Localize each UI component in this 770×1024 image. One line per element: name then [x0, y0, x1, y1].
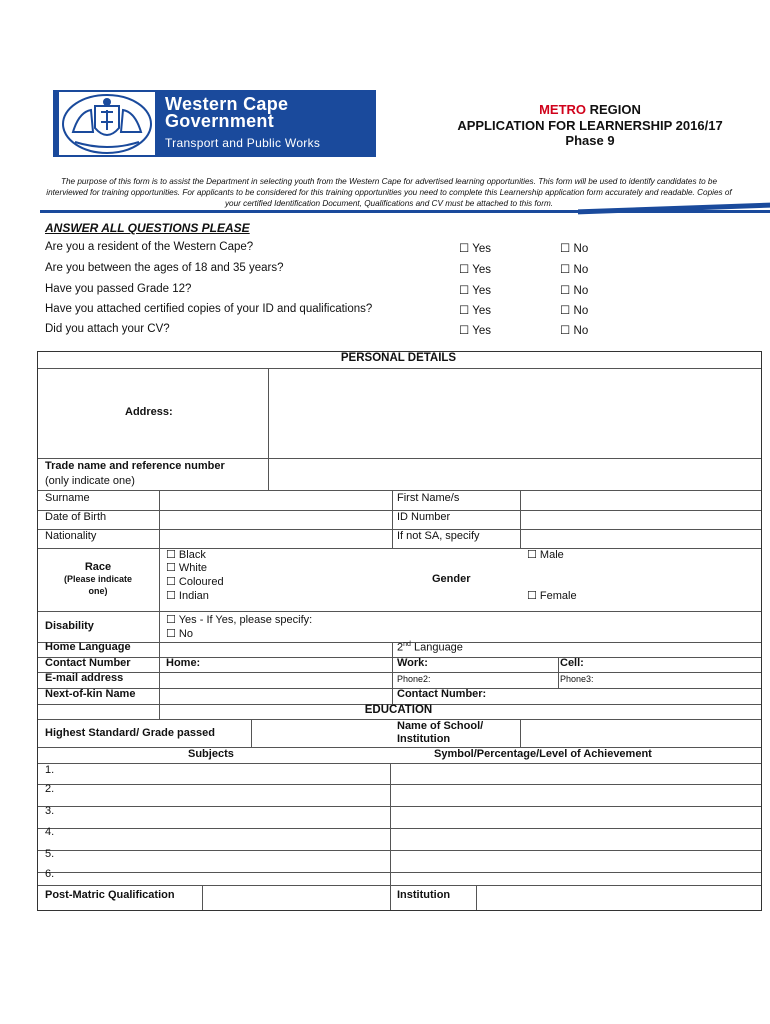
next-of-kin-label: Next-of-kin Name [45, 688, 136, 700]
nok-contact-label: Contact Number: [397, 688, 487, 700]
race-coloured-checkbox[interactable]: ☐ Coloured [166, 575, 224, 588]
subject-row-3: 3. [45, 805, 55, 817]
q5-yes-checkbox[interactable]: ☐ Yes [459, 323, 491, 337]
dob-field[interactable] [159, 510, 391, 528]
question-5: Did you attach your CV? [45, 323, 170, 335]
subject-row-6: 6. [45, 868, 55, 880]
questions-heading: ANSWER ALL QUESTIONS PLEASE [45, 221, 250, 235]
logo-line-1: Western Cape [165, 94, 289, 114]
region-label: REGION [586, 102, 641, 117]
application-title: APPLICATION FOR LEARNERSHIP 2016/17 [457, 118, 723, 133]
q2-yes-checkbox[interactable]: ☐ Yes [459, 262, 491, 276]
race-label: Race [84, 561, 112, 573]
disability-label: Disability [45, 620, 94, 632]
contact-number-label: Contact Number [45, 657, 131, 669]
question-1: Are you a resident of the Western Cape? [45, 241, 254, 253]
institution-field[interactable] [476, 885, 759, 908]
phone2-label: Phone2: [397, 674, 431, 684]
second-language-field[interactable] [520, 641, 759, 655]
question-4: Have you attached certified copies of your ID and qualifications? [45, 303, 373, 315]
q1-yes-checkbox[interactable]: ☐ Yes [459, 241, 491, 255]
symbol-header: Symbol/Percentage/Level of Achievement [434, 748, 652, 760]
first-names-field[interactable] [520, 490, 759, 508]
second-language-label: 2nd Language [397, 641, 463, 654]
post-matric-label: Post-Matric Qualification [45, 889, 175, 901]
race-white-checkbox[interactable]: ☐ White [166, 561, 207, 574]
personal-details-heading: PERSONAL DETAILS [340, 352, 457, 364]
gender-label: Gender [432, 573, 471, 585]
trade-name-label: Trade name and reference number [45, 460, 225, 472]
work-phone-label: Work: [397, 657, 428, 669]
subjects-header: Subjects [188, 748, 234, 760]
purpose-statement: The purpose of this form is to assist the Department in selecting youth from the Western Cape for advertised learning opportunities. This form will be used to identify candidates to be interviewed for training opportunities. For applicants to be considered for this training opportunities you need to complete this Learnership application form accurately and readable. Copies of your certified Identification Document, Qualifications and CV must be attached to this form. [46, 177, 732, 208]
q4-no-checkbox[interactable]: ☐ No [560, 303, 588, 317]
first-names-label: First Name/s [397, 492, 460, 504]
metro-label: METRO [539, 102, 587, 117]
q2-no-checkbox[interactable]: ☐ No [560, 262, 588, 276]
q1-no-checkbox[interactable]: ☐ No [560, 241, 588, 255]
western-cape-government-logo [53, 90, 376, 157]
school-label-2: Institution [397, 733, 451, 745]
subject-row-2: 2. [45, 783, 55, 795]
surname-label: Surname [45, 492, 90, 504]
trade-name-field[interactable] [268, 458, 759, 488]
disability-yes-checkbox[interactable]: ☐ Yes - If Yes, please specify: [166, 613, 312, 626]
q3-no-checkbox[interactable]: ☐ No [560, 283, 588, 297]
coat-of-arms-icon [59, 92, 155, 155]
race-note-2: one) [88, 586, 108, 596]
trade-name-note: (only indicate one) [45, 475, 135, 487]
subject-row-1: 1. [45, 764, 55, 776]
disability-no-checkbox[interactable]: ☐ No [166, 627, 193, 640]
school-field[interactable] [520, 719, 759, 745]
email-field[interactable] [159, 672, 391, 686]
question-3: Have you passed Grade 12? [45, 283, 192, 295]
gender-female-checkbox[interactable]: ☐ Female [527, 589, 577, 602]
not-sa-field[interactable] [520, 529, 759, 547]
post-matric-field[interactable] [202, 885, 391, 908]
home-language-field[interactable] [159, 641, 391, 655]
cell-phone-label: Cell: [560, 657, 584, 669]
race-black-checkbox[interactable]: ☐ Black [166, 548, 206, 561]
nationality-label: Nationality [45, 530, 97, 542]
phone3-label: Phone3: [560, 674, 594, 684]
q4-yes-checkbox[interactable]: ☐ Yes [459, 303, 491, 317]
home-phone-label: Home: [166, 657, 201, 669]
not-sa-label: If not SA, specify [397, 530, 480, 542]
home-language-label: Home Language [45, 641, 131, 653]
highest-grade-field[interactable] [251, 719, 391, 745]
institution-label: Institution [397, 889, 451, 901]
region-title [420, 102, 760, 117]
address-field[interactable] [268, 368, 759, 456]
email-label: E-mail address [45, 672, 124, 684]
q5-no-checkbox[interactable]: ☐ No [560, 323, 588, 337]
logo-line-3: Transport and Public Works [165, 136, 321, 150]
race-note-1: (Please indicate [63, 574, 133, 584]
gender-male-checkbox[interactable]: ☐ Male [527, 548, 564, 561]
next-of-kin-field[interactable] [159, 688, 391, 702]
dob-label: Date of Birth [45, 511, 107, 523]
id-number-label: ID Number [397, 511, 451, 523]
education-heading: EDUCATION [364, 704, 433, 716]
logo-line-2: Government [165, 111, 275, 131]
phase-label: Phase 9 [565, 133, 615, 148]
q3-yes-checkbox[interactable]: ☐ Yes [459, 283, 491, 297]
subject-row-5: 5. [45, 848, 55, 860]
id-number-field[interactable] [520, 510, 759, 528]
race-indian-checkbox[interactable]: ☐ Indian [166, 589, 209, 602]
highest-grade-label: Highest Standard/ Grade passed [45, 727, 215, 739]
surname-field[interactable] [159, 490, 391, 508]
question-2: Are you between the ages of 18 and 35 years? [45, 262, 284, 274]
school-label-1: Name of School/ [397, 720, 484, 732]
address-label: Address: [125, 406, 173, 418]
nationality-field[interactable] [159, 529, 391, 547]
subject-row-4: 4. [45, 826, 55, 838]
